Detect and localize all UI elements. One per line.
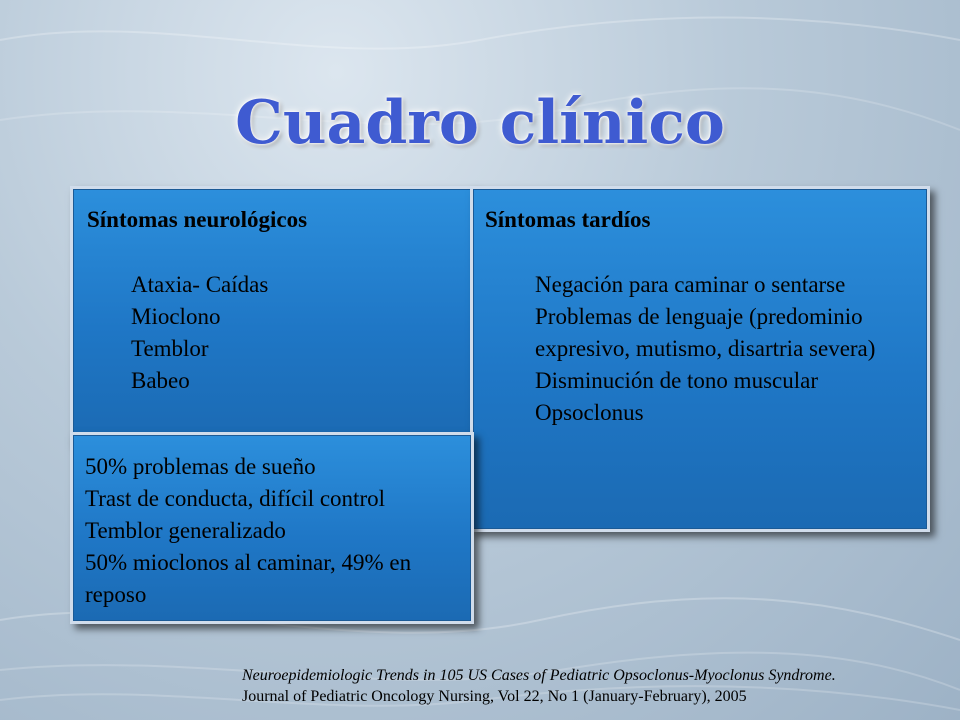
late-symptoms-list [535, 269, 925, 429]
list-item: Opsoclonus [535, 400, 644, 425]
neurological-symptoms-box [70, 186, 474, 444]
statistics-list [85, 451, 470, 611]
list-item: 50% mioclonos al caminar, 49% en reposo [85, 550, 412, 607]
list-item: Ataxia- Caídas [131, 272, 269, 297]
list-item: Trast de conducta, difícil control [85, 486, 385, 511]
list-item: Babeo [131, 368, 190, 393]
neurological-symptoms-heading: Síntomas neurológicos [87, 207, 308, 232]
list-item: Negación para caminar o sentarse [535, 272, 846, 297]
statistics-box [70, 432, 474, 624]
citation-title: Neuroepidemiologic Trends in 105 US Cases of Pediatric Opsoclonus-Myoclonus Syndrome. [242, 667, 836, 684]
citation [242, 665, 836, 707]
list-item: 50% problemas de sueño [85, 454, 316, 479]
slide-title: Cuadro clínico [235, 88, 725, 158]
list-item: Mioclono [131, 304, 221, 329]
list-item: Disminución de tono muscular [535, 368, 818, 393]
list-item: Problemas de lenguaje (predominio expresivo, mutismo, disartria severa) [535, 304, 876, 361]
list-item: Temblor generalizado [85, 518, 286, 543]
late-symptoms-heading: Síntomas tardíos [485, 207, 651, 232]
neurological-symptoms-list [131, 269, 268, 397]
late-symptoms-box [470, 186, 930, 532]
citation-source: Journal of Pediatric Oncology Nursing, Vol 22, No 1 (January-February), 2005 [242, 688, 747, 705]
list-item: Temblor [131, 336, 209, 361]
